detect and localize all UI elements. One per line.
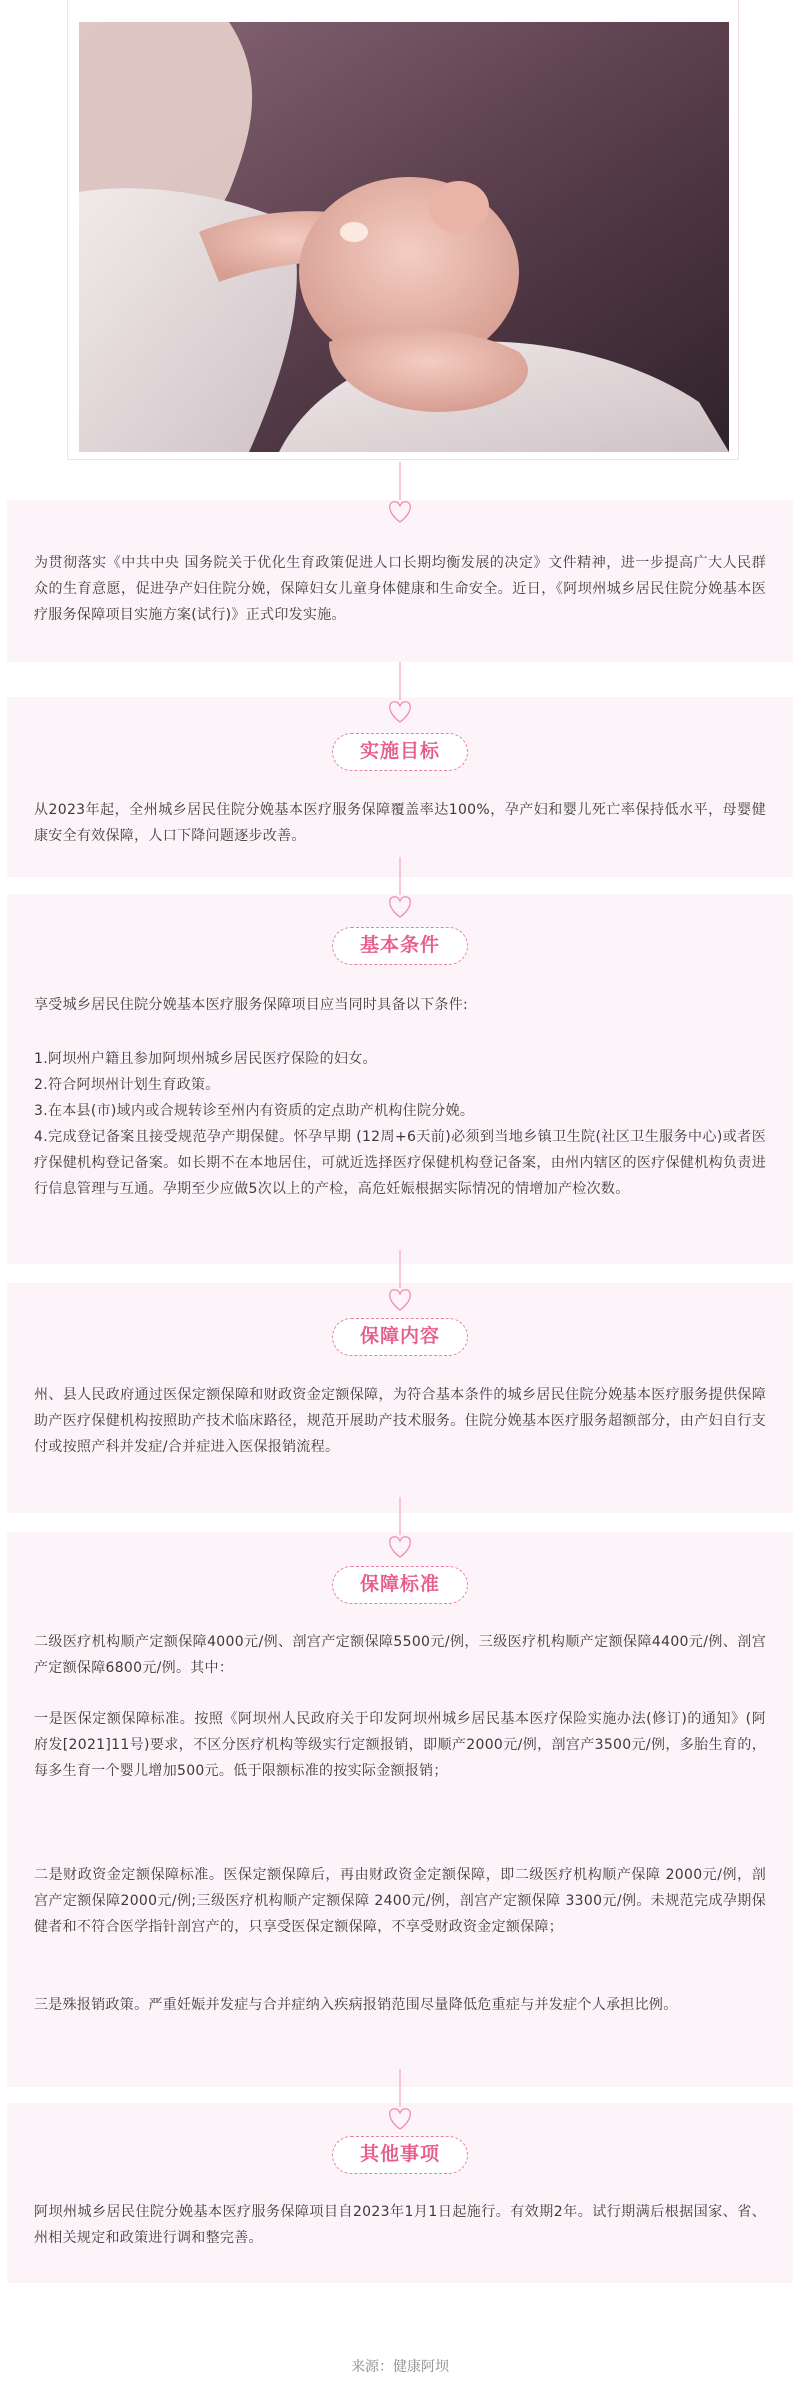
source-credit: 来源：健康阿坝	[351, 2359, 449, 2375]
heart-connector-icon	[380, 462, 420, 532]
heart-connector-icon	[380, 1250, 420, 1320]
standards-paragraph: 三是殊报销政策。严重妊娠并发症与合并症纳入疾病报销范围尽量降低危重症与并发症个人承担比例。	[34, 1997, 678, 2013]
goals-paragraph: 从2023年起，全州城乡居民住院分娩基本医疗服务保障覆盖率达100%，孕产妇和婴儿死亡率保持低水平，母婴健康安全有效保障，人口下降问题逐步改善。	[34, 802, 766, 844]
section-title-content: 保障内容	[332, 1318, 468, 1356]
content-paragraph: 州、县人民政府通过医保定额保障和财政资金定额保障，为符合基本条件的城乡居民住院分娩基本医疗服务提供保障助产医疗保健机构按照助产技术临床路径，规范开展助产技术服务。住院分娩基本医疗服务超额部分，由产妇自行支付或按照产科并发症/合并症进入医保报销流程。	[34, 1387, 766, 1455]
intro-paragraph: 为贯彻落实《中共中央 国务院关于优化生育政策促进人口长期均衡发展的决定》文件精神，进一步提高广大人民群众的生育意愿，促进孕产妇住院分娩，保障妇女儿童身体健康和生命安全。近日，《阿坝州城乡居民住院分娩基本医疗服务保障项目实施方案(试行)》正式印发实施。	[34, 555, 766, 623]
mother-newborn-photo	[79, 22, 729, 452]
standards-paragraph: 一是医保定额保障标准。按照《阿坝州人民政府关于印发阿坝州城乡居民基本医疗保险实施办法(修订)的通知》(阿府发[2021]11号)要求，不区分医疗机构等级实行定额报销，即顺产2000元/例，剖宫产3500元/例，多胎生育的，每多生育一个婴儿增加500元。低于限额标准的按实际金额报销；	[34, 1711, 766, 1779]
heart-connector-icon	[380, 1497, 420, 1567]
other-paragraph: 阿坝州城乡居民住院分娩基本医疗服务保障项目自2023年1月1日起施行。有效期2年。试行期满后根据国家、省、州相关规定和政策进行调和整完善。	[34, 2204, 766, 2246]
photo-frame	[67, 0, 739, 460]
section-title-standards: 保障标准	[332, 1566, 468, 1604]
section-title-conditions: 基本条件	[332, 927, 468, 965]
heart-connector-icon	[380, 857, 420, 927]
heart-connector-icon	[380, 662, 420, 732]
condition-item: 2.符合阿坝州计划生育政策。	[34, 1077, 220, 1093]
heart-connector-icon	[380, 2069, 420, 2139]
condition-item: 1.阿坝州户籍且参加阿坝州城乡居民医疗保险的妇女。	[34, 1051, 377, 1067]
standards-paragraph: 二级医疗机构顺产定额保障4000元/例、剖宫产定额保障5500元/例，三级医疗机构顺产定额保障4400元/例、剖宫产定额保障6800元/例。其中：	[34, 1634, 766, 1676]
section-title-other: 其他事项	[332, 2136, 468, 2174]
condition-item: 3.在本县(市)域内或合规转诊至州内有资质的定点助产机构住院分娩。	[34, 1103, 475, 1119]
conditions-intro: 享受城乡居民住院分娩基本医疗服务保障项目应当同时具备以下条件:	[34, 997, 469, 1013]
condition-item: 4.完成登记备案且接受规范孕产期保健。怀孕早期 (12周+6天前)必须到当地乡镇卫生院(社区卫生服务中心)或者医疗保健机构登记备案。如长期不在本地居住，可就近选择医疗保健机构登记备案，由州内辖区的医疗保健机构负责进行信息管理与互通。孕期至少应做5次以上的产检，高危妊娠根据实际情况的情增加产检次数。	[34, 1129, 766, 1197]
standards-paragraph: 二是财政资金定额保障标准。医保定额保障后，再由财政资金定额保障，即二级医疗机构顺产保障 2000元/例，剖宫产定额保障2000元/例;三级医疗机构顺产定额保障 2400元/例，剖宫产定额保障 3300元/例。未规范完成孕期保健者和不符合医学指针剖宫产的，只享受医保定额保障，不享受财政资金定额保障；	[34, 1867, 766, 1935]
section-title-goals: 实施目标	[332, 733, 468, 771]
